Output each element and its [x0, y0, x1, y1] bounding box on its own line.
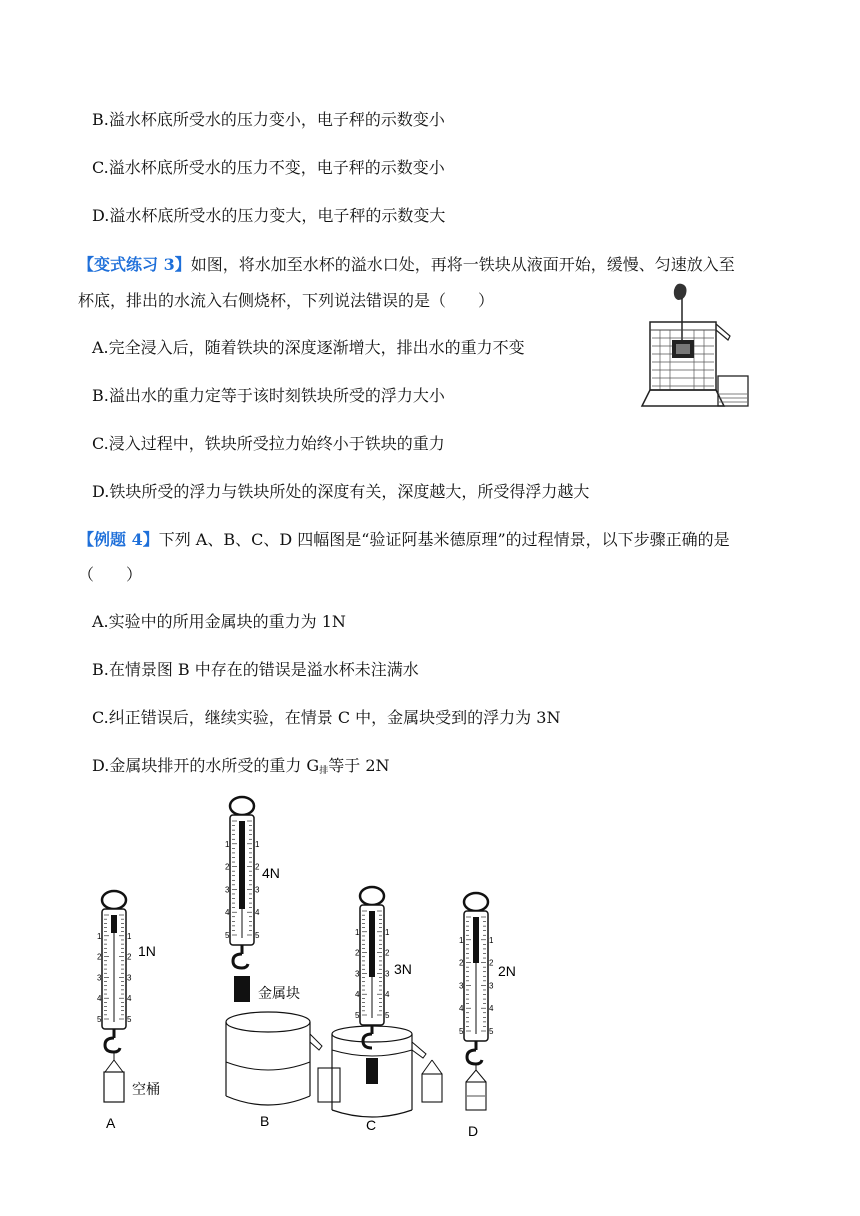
scale-tick-label: 4 [97, 994, 102, 1004]
overflow-cup-figure [636, 278, 770, 412]
example4-stem [78, 528, 790, 587]
scale-tick-label: 3 [489, 981, 494, 991]
scale-tick-label: 5 [355, 1011, 360, 1020]
scale-tick-label: 2 [97, 952, 102, 962]
scale-tick-label: 4 [225, 908, 230, 918]
example4-option-c: C.纠正错误后，继续实验，在情景 C 中，金属块受到的浮力为 3N [92, 708, 561, 727]
exercise3-tag: 【变式练习 3】 [78, 255, 191, 274]
scale-tick-label: 3 [355, 969, 360, 979]
example4-tag: 【例题 4】 [78, 530, 159, 549]
exercise3-option-c: C.浸入过程中，铁块所受拉力始终小于铁块的重力 [92, 434, 445, 453]
metal-label: 金属块 [258, 985, 300, 1001]
scale-tick-label: 3 [97, 973, 102, 983]
example4-stem-line1: 下列 A、B、C、D 四幅图是“验证阿基米德原理”的过程情景，以下步骤正确的是 [158, 530, 730, 549]
panel-b [225, 797, 340, 1129]
example4-option-a: A.实验中的所用金属块的重力为 1N [92, 612, 346, 631]
scale-tick-label: 2 [127, 952, 132, 962]
reading-d: 2N [498, 963, 516, 979]
panel-label-b: B [260, 1113, 270, 1129]
scale-tick-label: 5 [127, 1015, 132, 1024]
panel-a [97, 891, 160, 1131]
example4-stem-line2: （ ） [78, 565, 143, 584]
scale-tick-label: 3 [127, 973, 132, 983]
scale-tick-label: 5 [97, 1015, 102, 1024]
example4-option-b: B.在情景图 B 中存在的错误是溢水杯未注满水 [92, 660, 419, 679]
reading-a: 1N [138, 943, 156, 959]
exercise3-option-b: B.溢出水的重力定等于该时刻铁块所受的浮力大小 [92, 386, 445, 405]
scale-tick-label: 3 [459, 981, 464, 991]
prev-option-d: D.溢水杯底所受水的压力变大，电子秤的示数变大 [92, 206, 446, 225]
archimedes-experiment-figure [80, 790, 540, 1136]
scale-tick-label: 2 [225, 862, 230, 872]
panel-d [459, 893, 516, 1136]
scale-tick-label: 4 [127, 994, 132, 1004]
scale-tick-label: 2 [385, 948, 390, 958]
scale-tick-label: 2 [355, 948, 360, 958]
panel-label-a: A [106, 1115, 116, 1131]
panel-c [332, 887, 442, 1133]
scale-tick-label: 1 [459, 935, 464, 945]
scale-tick-label: 4 [355, 990, 360, 1000]
exercise3-stem-line1: 如图，将水加至水杯的溢水口处，再将一铁块从液面开始，缓慢、匀速放入至 [190, 255, 735, 274]
scale-tick-label: 1 [489, 935, 494, 945]
prev-option-b: B.溢水杯底所受水的压力变小，电子秤的示数变小 [92, 110, 445, 129]
option-d-text: D.金属块排开的水所受的重力 G [92, 756, 320, 775]
exercise3-stem-line2: 杯底，排出的水流入右侧烧杯，下列说法错误的是（ ） [78, 291, 495, 310]
scale-tick-label: 5 [459, 1027, 464, 1036]
scale-tick-label: 5 [225, 931, 230, 940]
reading-b: 4N [262, 865, 280, 881]
scale-tick-label: 5 [255, 931, 260, 940]
scale-tick-label: 5 [489, 1027, 494, 1036]
prev-option-c: C.溢水杯底所受水的压力不变，电子秤的示数变小 [92, 158, 445, 177]
panel-label-d: D [468, 1123, 479, 1136]
scale-tick-label: 2 [255, 862, 260, 872]
scale-tick-label: 3 [225, 885, 230, 895]
reading-c: 3N [394, 961, 412, 977]
option-d-subscript: 排 [319, 766, 329, 776]
scale-tick-label: 4 [459, 1004, 464, 1014]
scale-tick-label: 1 [127, 931, 132, 941]
panel-label-c: C [366, 1117, 377, 1133]
scale-tick-label: 4 [385, 990, 390, 1000]
scale-tick-label: 1 [355, 927, 360, 937]
scale-tick-label: 1 [385, 927, 390, 937]
scale-tick-label: 3 [255, 885, 260, 895]
scale-tick-label: 1 [255, 839, 260, 849]
exercise3-option-d: D.铁块所受的浮力与铁块所处的深度有关，深度越大，所受得浮力越大 [92, 482, 590, 501]
scale-tick-label: 1 [225, 839, 230, 849]
scale-tick-label: 5 [385, 1011, 390, 1020]
scale-tick-label: 1 [97, 931, 102, 941]
scale-tick-label: 4 [489, 1004, 494, 1014]
scale-tick-label: 3 [385, 969, 390, 979]
scale-tick-label: 2 [489, 958, 494, 968]
bucket-label: 空桶 [132, 1081, 160, 1097]
scale-tick-label: 4 [255, 908, 260, 918]
example4-option-d [92, 754, 390, 783]
option-d-text-end: 等于 2N [328, 756, 390, 775]
scale-tick-label: 2 [459, 958, 464, 968]
exercise3-option-a: A.完全浸入后，随着铁块的深度逐渐增大，排出水的重力不变 [92, 338, 525, 357]
